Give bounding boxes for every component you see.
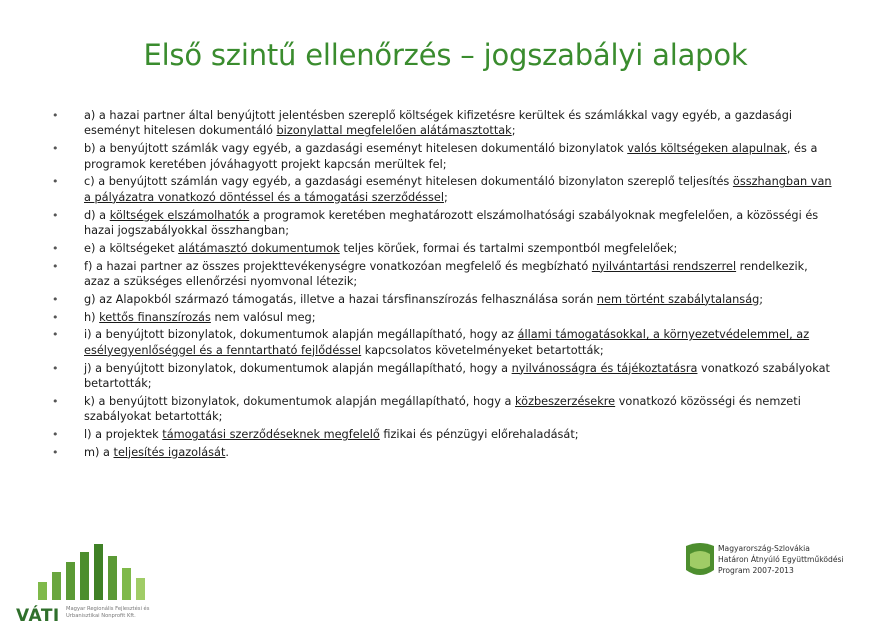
bullet-list [52,108,832,463]
bullet-item [52,174,832,205]
bullet-text: teljes körűek, formai és tartalmi szempontból megfelelőek; [339,241,678,255]
bullet-text: l) a projektek [84,428,163,442]
bullet-text: k) a benyújtott bizonylatok, dokumentumok alapján megállapítható, hogy a [84,394,516,408]
bullet-dot-icon: • [52,259,59,273]
underlined-text: közbeszerzésekre [515,394,616,408]
bullet-text: kapcsolatos követelményeket betartották; [361,343,604,357]
bullet-dot-icon: • [52,241,59,255]
program-line-2: Határon Átnyúló Együttműködési [718,555,844,564]
bullet-item [52,292,832,307]
bullet-text: j) a benyújtott bizonylatok, dokumentumok alapján megállapítható, hogy a [84,361,512,375]
bullet-text: . [225,445,229,459]
vati-logo-subtitle: Magyar Regionális Fejlesztési és Urbanisztikai Nonprofit Kft. [66,606,150,619]
underlined-text: nem történt szabálytalanság [596,292,760,306]
bullet-text: nem valósul meg; [210,310,316,324]
bullet-text: a programok keretében meghatározott elszámolhatósági szabályoknak megfelelően, a közösségi és hazai jogszabályokkal összhangban; [84,208,819,238]
bullet-dot-icon: • [52,361,59,375]
bullet-item [52,445,832,460]
bullet-text: , és a programok keretében jóváhagyott projekt kapcsán merültek fel; [84,142,818,171]
underlined-text: összhangban van a pályázatra vonatkozó döntéssel és a támogatási szerződéssel [84,175,832,204]
bullet-dot-icon: • [52,328,59,342]
bullet-text: f) a hazai partner az összes projekttevékenységre vonatkozóan megfelelő és megbízható [84,259,592,273]
bullet-text: ; [511,124,516,138]
bullet-dot-icon: • [52,175,59,189]
bullet-dot-icon: • [52,445,59,459]
underlined-text: valós költségeken alapulnak [627,142,787,156]
bullet-text: d) a [84,208,110,222]
program-line-3: Program 2007-2013 [718,566,794,575]
underlined-text: bizonylattal megfelelően alátámasztottak [276,124,512,138]
bullet-text: b) a benyújtott számlák vagy egyéb, a gazdasági eseményt hitelesen dokumentáló bizonylatok [84,142,628,156]
bullet-item [52,141,832,172]
bullet-text: fizikai és pénzügyi előrehaladását; [379,428,579,442]
bullet-text: a) a hazai partner által benyújtott jelentésben szereplő [84,109,400,122]
program-logo-text [718,543,844,576]
bullet-text: ; [443,190,448,204]
bullet-dot-icon: • [52,142,59,156]
bullet-item [52,208,832,239]
bullet-dot-icon: • [52,394,59,408]
bullet-text: vonatkozó szabályokat betartották; [84,361,830,391]
bullet-text: h) [84,310,100,324]
underlined-text: nyilvánosságra és tájékoztatásra [511,361,698,375]
bullet-text: költségek kifizetésre kerültek és számlákkal vagy egyéb, a gazdasági eseményt hitelesen dokumentáló [84,109,793,138]
bullet-dot-icon: • [52,428,59,442]
bullet-text: c) a benyújtott számlán vagy egyéb, a gazdasági eseményt hitelesen dokumentáló bizonylaton szereplő teljesítés [84,175,733,189]
vati-logo-bars [38,540,150,600]
underlined-text: állami támogatásokkal, a környezetvédelemmel, az esélyegyenlőséggel és a fenntartható fejlődéssel [84,328,810,357]
bullet-item [52,259,832,290]
bullet-text: vonatkozó közösségi és nemzeti szabályokat betartották; [84,394,801,424]
bullet-text: rendelkezik, azaz a szükséges ellenőrzési nyomvonal létezik; [84,259,808,289]
program-line-1: Magyarország-Szlovákia [718,544,810,553]
bullet-item [52,361,832,392]
underlined-text: költségek elszámolhatók [109,208,250,222]
bullet-item [52,394,832,425]
bullet-text: e) a költségeket [84,241,179,255]
bullet-item [52,310,832,325]
slide-title: Első szintű ellenőrzés – jogszabályi alapok [143,38,748,72]
bullet-text: m) a [84,445,114,459]
bullet-item [52,327,832,358]
program-logo-icon [684,540,716,580]
bullet-dot-icon: • [52,208,59,222]
bullet-dot-icon: • [52,292,59,306]
bullet-text: ; [759,292,764,306]
underlined-text: alátámasztó dokumentumok [178,241,340,255]
bullet-dot-icon: • [52,310,59,324]
bullet-text: i) a benyújtott bizonylatok, dokumentumok alapján megállapítható, hogy az [84,328,518,342]
bullet-dot-icon: • [52,109,59,122]
bullet-item [52,108,832,139]
bullet-item [52,241,832,256]
underlined-text: kettős finanszírozás [99,310,211,324]
underlined-text: nyilvántartási rendszerrel [591,259,737,273]
bullet-item [52,427,832,442]
underlined-text: teljesítés igazolását [113,445,226,459]
underlined-text: támogatási szerződéseknek megfelelő [162,428,380,442]
bullet-text: g) az Alapokból származó támogatás, illetve a hazai társfinanszírozás felhasználása során [84,292,597,306]
vati-logo: VÁTI [16,606,60,626]
